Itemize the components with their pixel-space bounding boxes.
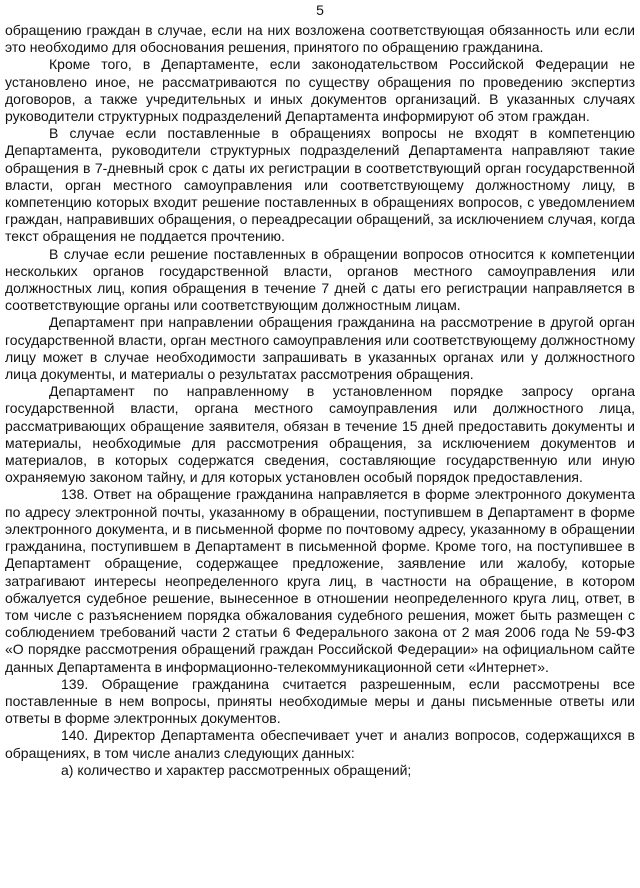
- page-number: 5: [316, 2, 324, 18]
- list-item-a: а) количество и характер рассмотренных обращений;: [61, 761, 412, 778]
- document-body: [5, 22, 635, 779]
- paragraph-continuation: обращению граждан в случае, если на них возложена соответствующая обязанность или если это необходимо для обоснования решения, принятого по обращению гражданина.: [5, 22, 635, 56]
- paragraph-multiple-authorities: В случае если решение поставленных в обращении вопросов относится к компетенции нескольких органов государственной власти, органов местного самоуправления или должностных лиц, копия обращения в течение 7 дней с даты его регистрации направляется в соответствующие органы или соответствующим должностным лицам.: [5, 245, 635, 314]
- paragraph-140: 140. Директор Департамента обеспечивает учет и анализ вопросов, содержащихся в обращениях, в том числе анализ следующих данных:: [5, 727, 635, 761]
- paragraph-138: 138. Ответ на обращение гражданина направляется в форме электронного документа по адресу электронной почты, указанному в обращении, поступившем в Департамент в форме электронного документа, и в письменной форме по почтовому адресу, указанному в обращении гражданина, поступившем в Департамент в письменной форме. Кроме того, на поступившее в Департамент обращение, содержащее предложение, заявление или жалобу, которые затрагивают интересы неопределенного круга лиц, в частности на обращение, в котором обжалуется судебное решение, вынесенное в отношении неопределенного круга лиц, ответ, в том числе с разъяснением порядка обжалования судебного решения, может быть размещен с соблюдением требований части 2 статьи 6 Федерального закона от 2 мая 2006 года № 59-ФЗ «О порядке рассмотрения обращений граждан Российской Федерации» на официальном сайте данных Департамента в информационно-телекоммуникационной сети «Интернет».: [5, 486, 635, 675]
- paragraph-139: 139. Обращение гражданина считается разрешенным, если рассмотрены все поставленные в нем вопросы, приняты необходимые меры и даны письменные ответы или ответы в форме электронных документов.: [5, 675, 635, 727]
- paragraph-expertise-exclusion: Кроме того, в Департаменте, если законодательством Российской Федерации не установлено иное, не рассматриваются по существу обращения по проведению экспертиз договоров, а также учредительных и иных документов организаций. В указанных случаях руководители структурных подразделений Департамента информируют об этом граждан.: [5, 56, 635, 125]
- paragraph-redirect-appeals: В случае если поставленные в обращениях вопросы не входят в компетенцию Департамента, руководители структурных подразделений Департамента направляют такие обращения в 7-дневный срок с даты их регистрации в соответствующий орган государственной власти, орган местного самоуправления или соответствующему должностному лицу, в компетенцию которых входит решение поставленных в обращениях вопросов, с уведомлением граждан, направивших обращения, о переадресации обращений, за исключением случая, когда текст обращения не поддается прочтению.: [5, 125, 635, 245]
- paragraph-provide-documents: Департамент по направленному в установленном порядке запросу органа государственной власти, органа местного самоуправления или должностного лица, рассматривающих обращение заявителя, обязан в течение 15 дней предоставить документы и материалы, необходимые для рассмотрения обращения, за исключением документов и материалов, в которых содержатся сведения, составляющие государственную или иную охраняемую законом тайну, и для которых установлен особый порядок предоставления.: [5, 383, 635, 486]
- paragraph-request-documents: Департамент при направлении обращения гражданина на рассмотрение в другой орган государственной власти, орган местного самоуправления или соответствующему должностному лицу может в случае необходимости запрашивать в указанных органах или у должностного лица документы, и материалы о результатах рассмотрения обращения.: [5, 314, 635, 383]
